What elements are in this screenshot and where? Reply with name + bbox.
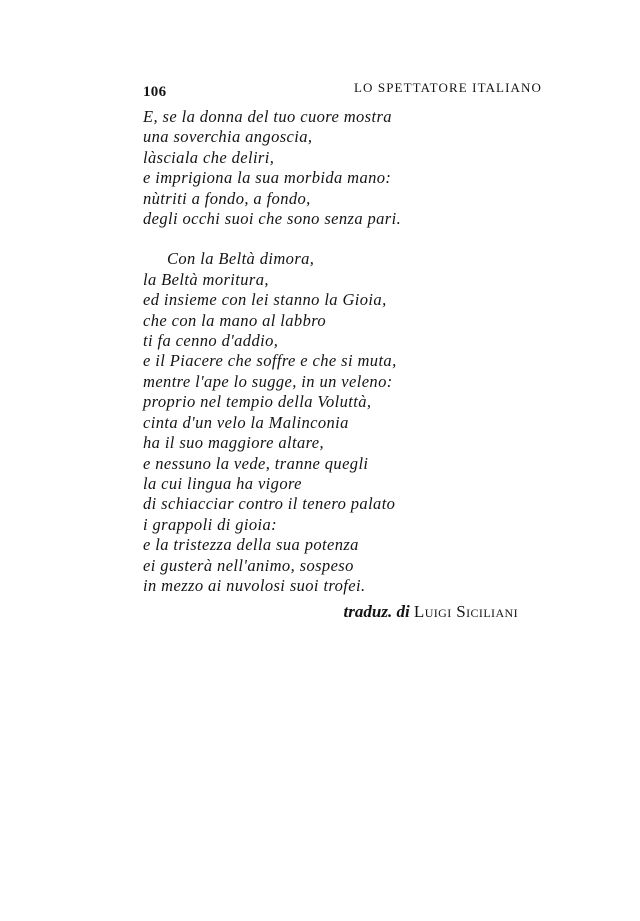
poem-line: e la tristezza della sua potenza — [143, 535, 359, 555]
poem-line: e imprigiona la sua morbida mano: — [143, 168, 392, 188]
poem-line: E, se la donna del tuo cuore mostra — [143, 107, 392, 126]
poem-line: in mezzo ai nuvolosi suoi trofei. — [143, 575, 366, 595]
poem-line: e il Piacere che soffre e che si muta, — [143, 351, 397, 371]
poem-line: nùtriti a fondo, a fondo, — [143, 188, 311, 208]
translator-name: Luigi Siciliani — [413, 602, 518, 621]
poem-line: e nessuno la vede, tranne quegli — [143, 453, 369, 473]
poem-line: mentre l'ape lo sugge, in un veleno: — [143, 371, 393, 391]
poem-text — [143, 107, 401, 596]
poem-line: la Beltà moritura, — [143, 269, 269, 289]
poem-line: ha il suo maggiore altare, — [143, 433, 325, 453]
poem-line: di schiacciar contro il tenero palato — [143, 494, 396, 514]
stanza-2 — [143, 249, 401, 596]
poem-line: ed insieme con lei stanno la Gioia, — [143, 290, 387, 310]
running-title: LO SPETTATORE ITALIANO — [354, 80, 542, 95]
translator-credit — [344, 602, 518, 622]
poem-line: una soverchia angoscia, — [143, 127, 313, 147]
poem-line: Con la Beltà dimora, — [167, 249, 315, 269]
poem-line: che con la mano al labbro — [143, 310, 327, 330]
poem-line: i grappoli di gioia: — [143, 514, 278, 534]
poem-line: la cui lingua ha vigore — [143, 473, 302, 493]
credit-prefix: traduz. di — [343, 602, 410, 621]
poem-line: degli occhi suoi che sono senza pari. — [143, 209, 402, 229]
stanza-1 — [143, 107, 401, 229]
poem-line: proprio nel tempio della Voluttà, — [143, 392, 372, 412]
poem-line: ei gusterà nell'animo, sospeso — [143, 555, 354, 575]
page-number: 106 — [143, 84, 167, 100]
poem-line: cinta d'un velo la Malinconia — [143, 412, 349, 432]
poem-line: làsciala che deliri, — [143, 147, 275, 167]
poem-line: ti fa cenno d'addio, — [143, 331, 279, 351]
